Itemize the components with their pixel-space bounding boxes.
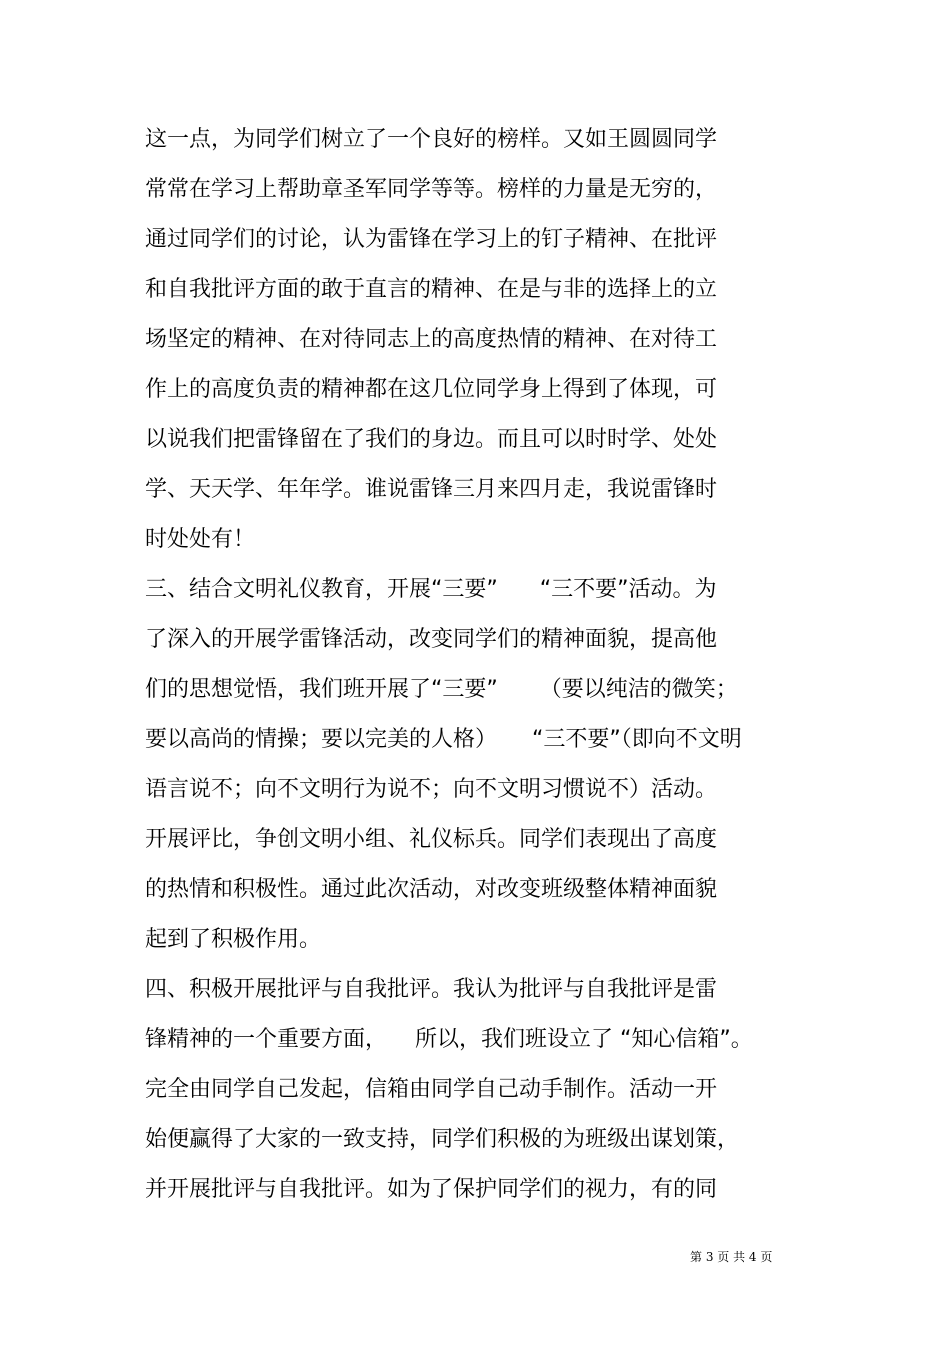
text-line: 们的思想觉悟，我们班开展了“三要” （要以纯洁的微笑； — [145, 677, 738, 702]
text-line: 的热情和积极性。通过此次活动，对改变班级整体精神面貌 — [145, 877, 718, 902]
text-line: 学、天天学、年年学。谁说雷锋三月来四月走，我说雷锋时 — [145, 477, 718, 502]
text-line: 要以高尚的情操；要以完美的人格） “三不要”（即向不文明 — [145, 727, 742, 752]
text-line: 这一点，为同学们树立了一个良好的榜样。又如王圆圆同学 — [145, 127, 718, 152]
text-line: 始便赢得了大家的一致支持，同学们积极的为班级出谋划策， — [145, 1127, 740, 1152]
text-line: 通过同学们的讨论，认为雷锋在学习上的钉子精神、在批评 — [145, 227, 718, 252]
text-line: 和自我批评方面的敢于直言的精神、在是与非的选择上的立 — [145, 277, 718, 302]
text-line: 时处处有！ — [145, 527, 256, 552]
text-line: 锋精神的一个重要方面， 所以，我们班设立了 “知心信箱”。 — [145, 1027, 753, 1052]
text-line: 作上的高度负责的精神都在这几位同学身上得到了体现，可 — [145, 377, 718, 402]
text-line: 场坚定的精神、在对待同志上的高度热情的精神、在对待工 — [145, 327, 718, 352]
text-line: 完全由同学自己发起，信箱由同学自己动手制作。活动一开 — [145, 1077, 718, 1102]
text-line: 并开展批评与自我批评。如为了保护同学们的视力，有的同 — [145, 1177, 718, 1202]
text-line: 以说我们把雷锋留在了我们的身边。而且可以时时学、处处 — [145, 427, 718, 452]
section-heading-line: 四、积极开展批评与自我批评。我认为批评与自我批评是雷 — [145, 977, 718, 1002]
page-number: 第 3 页 共 4 页 — [690, 1250, 773, 1264]
section-heading-line: 三、结合文明礼仪教育，开展“三要” “三不要”活动。为 — [145, 577, 717, 602]
text-line: 了深入的开展学雷锋活动，改变同学们的精神面貌，提高他 — [145, 627, 718, 652]
text-line: 开展评比，争创文明小组、礼仪标兵。同学们表现出了高度 — [145, 827, 718, 852]
text-line: 起到了积极作用。 — [145, 927, 322, 952]
text-line: 语言说不；向不文明行为说不；向不文明习惯说不）活动。 — [145, 777, 718, 802]
text-line: 常常在学习上帮助章圣军同学等等。榜样的力量是无穷的， — [145, 177, 718, 202]
